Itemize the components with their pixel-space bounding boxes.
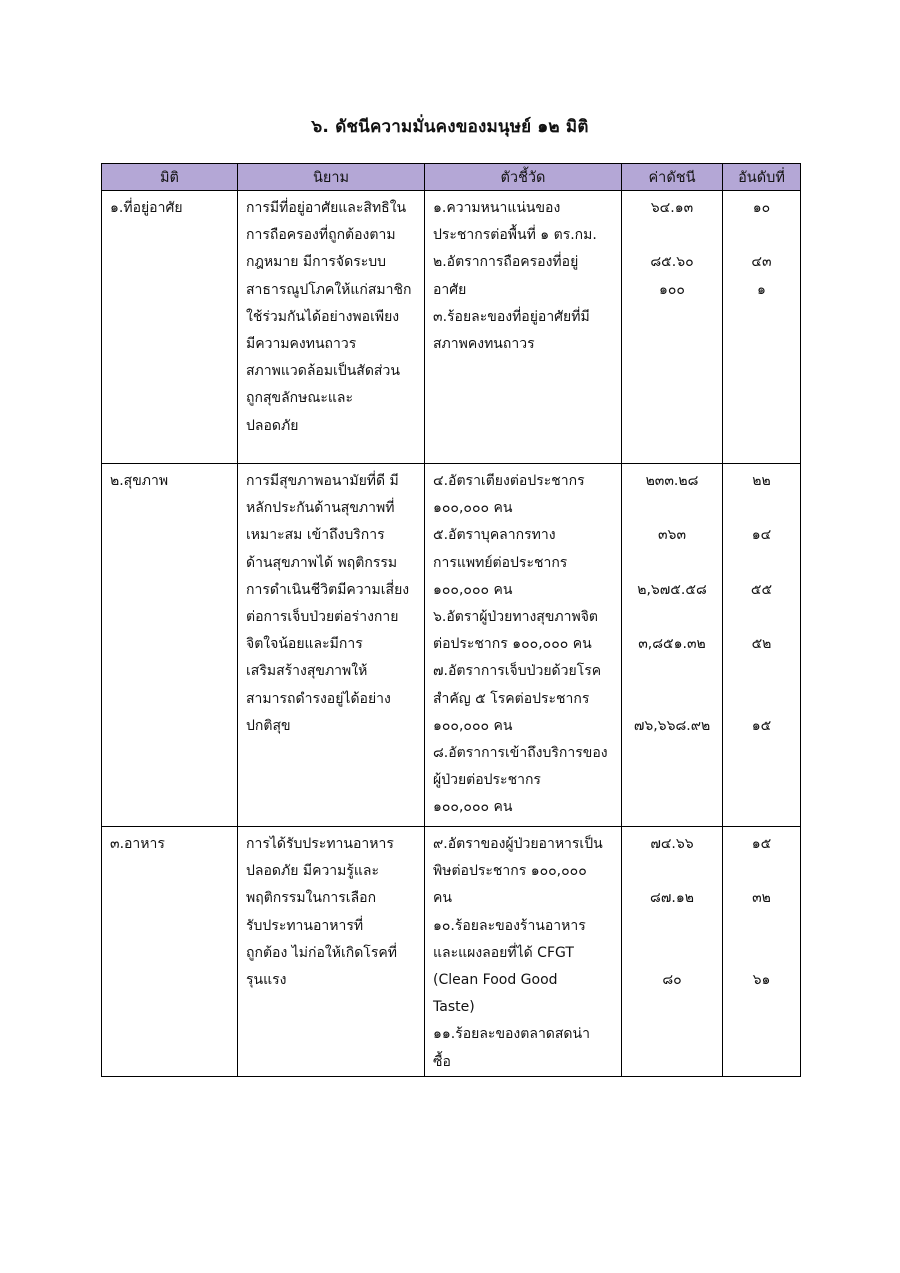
header-rank: อันดับที่ xyxy=(723,164,801,191)
indicator-line: ๑๐๐,๐๐๐ คน xyxy=(433,799,513,816)
dimension-cell xyxy=(102,464,238,827)
definition-line: ใช้ร่วมกันได้อย่างพอเพียง xyxy=(246,308,400,325)
definition-line: พฤติกรรมในการเลือก xyxy=(246,890,377,907)
table-header-row xyxy=(102,164,801,191)
index-value: ๒,๖๗๕.๕๘ xyxy=(637,581,707,598)
header-definition: นิยาม xyxy=(238,164,425,191)
definition-line: การดำเนินชีวิตมีความเสี่ยง xyxy=(246,581,410,598)
header-indicator: ตัวชี้วัด xyxy=(425,164,622,191)
definition-line: สาธารณูปโภคให้แก่สมาชิก xyxy=(246,281,412,298)
index-value-cell xyxy=(622,464,723,827)
index-value: ๖๔.๑๓ xyxy=(650,200,694,216)
definition-cell xyxy=(238,191,425,464)
indicator-line: อาศัย xyxy=(433,281,467,298)
indicator-line: สภาพคงทนถาวร xyxy=(433,335,535,352)
index-value: ๘๗.๑๒ xyxy=(650,890,694,907)
dimension-cell xyxy=(102,191,238,464)
indicator-line: ๒.อัตราการถือครองที่อยู่ xyxy=(433,254,579,271)
definition-line: รับประทานอาหารที่ xyxy=(246,917,364,934)
indicator-line: ซื้อ xyxy=(433,1053,451,1070)
indicator-line: ๓.ร้อยละของที่อยู่อาศัยที่มี xyxy=(433,308,590,325)
indicator-line: (Clean Food Good xyxy=(433,971,558,988)
definition-line: ปลอดภัย xyxy=(246,417,299,434)
definition-cell xyxy=(238,464,425,827)
rank-cell xyxy=(723,464,801,827)
index-value: ๓๖๓ xyxy=(657,527,687,544)
indicator-line: ๙.อัตราของผู้ป่วยอาหารเป็น xyxy=(433,836,603,852)
definition-line: ต่อการเจ็บป่วยต่อร่างกาย xyxy=(246,608,399,625)
indicator-line: ๑๐๐,๐๐๐ คน xyxy=(433,581,513,598)
definition-line: สภาพแวดล้อมเป็นสัดส่วน xyxy=(246,363,400,380)
indicator-line: ๘.อัตราการเข้าถึงบริการของ xyxy=(433,744,608,761)
dimension-label: ๑.ที่อยู่อาศัย xyxy=(110,200,183,216)
indicator-line: Taste) xyxy=(433,999,475,1016)
rank-value: ๒๒ xyxy=(752,473,771,489)
definition-line: เสริมสร้างสุขภาพให้ xyxy=(246,663,368,680)
indicator-line: ๑๐๐,๐๐๐ คน xyxy=(433,500,513,517)
rank-value: ๑๐ xyxy=(752,200,771,216)
definition-line: การมีสุขภาพอนามัยที่ดี มี xyxy=(246,473,399,489)
definition-line: การมีที่อยู่อาศัยและสิทธิใน xyxy=(246,200,407,216)
indicator-cell xyxy=(425,464,622,827)
rank-value: ๑๕ xyxy=(751,717,772,734)
header-index-value: ค่าดัชนี xyxy=(622,164,723,191)
definition-line: กฎหมาย มีการจัดระบบ xyxy=(246,254,387,271)
definition-line: รุนแรง xyxy=(246,971,287,988)
indicator-line: ๕.อัตราบุคลากรทาง xyxy=(433,527,556,544)
rank-value: ๑๔ xyxy=(751,527,772,544)
definition-line: เหมาะสม เข้าถึงบริการ xyxy=(246,527,385,544)
indicator-line: ผู้ป่วยต่อประชากร xyxy=(433,772,541,789)
rank-cell xyxy=(723,827,801,1077)
indicator-line: ๑๑.ร้อยละของตลาดสดน่า xyxy=(433,1026,590,1043)
indicator-line: ต่อประชากร ๑๐๐,๐๐๐ คน xyxy=(433,636,592,653)
indicator-line: ๖.อัตราผู้ป่วยทางสุขภาพจิต xyxy=(433,608,599,625)
indicator-line: ๔.อัตราเตียงต่อประชากร xyxy=(433,473,585,489)
human-security-index-table xyxy=(101,163,801,1077)
definition-line: ถูกสุขลักษณะและ xyxy=(246,390,353,407)
rank-value: ๔๓ xyxy=(751,254,772,271)
index-value-cell xyxy=(622,827,723,1077)
definition-line: ปลอดภัย มีความรู้และ xyxy=(246,863,380,880)
indicator-line: ๗.อัตราการเจ็บป่วยด้วยโรค xyxy=(433,663,602,680)
page-title: ๖. ดัชนีความมั่นคงของมนุษย์ ๑๒ มิติ xyxy=(311,117,589,137)
index-value: ๓,๘๕๑.๓๒ xyxy=(638,636,706,653)
indicator-line: และแผงลอยที่ได้ CFGT xyxy=(433,944,574,961)
definition-line: ด้านสุขภาพได้ พฤติกรรม xyxy=(246,554,398,571)
table-row xyxy=(102,191,801,464)
definition-line: ปกติสุข xyxy=(246,717,291,734)
definition-line: การได้รับประทานอาหาร xyxy=(246,836,394,852)
index-value: ๘๕.๖๐ xyxy=(650,254,694,271)
rank-value: ๑๕ xyxy=(751,836,772,852)
indicator-line: ๑๐๐,๐๐๐ คน xyxy=(433,717,513,734)
indicator-line: สำคัญ ๕ โรคต่อประชากร xyxy=(433,690,590,707)
indicator-line: พิษต่อประชากร ๑๐๐,๐๐๐ xyxy=(433,863,587,880)
rank-value: ๕๒ xyxy=(751,636,772,653)
table-row xyxy=(102,464,801,827)
rank-value: ๖๑ xyxy=(752,971,771,988)
rank-value: ๓๒ xyxy=(752,890,771,907)
indicator-line: คน xyxy=(433,890,452,907)
indicator-line: ประชากรต่อพื้นที่ ๑ ตร.กม. xyxy=(433,227,597,244)
definition-line: หลักประกันด้านสุขภาพที่ xyxy=(246,500,395,517)
definition-line: จิตใจน้อยและมีการ xyxy=(246,636,363,653)
header-dimension: มิติ xyxy=(102,164,238,191)
index-value: ๒๓๓.๒๘ xyxy=(645,473,699,489)
index-value: ๗๖,๖๖๘.๙๒ xyxy=(633,717,711,734)
indicator-line: การแพทย์ต่อประชากร xyxy=(433,554,568,571)
definition-line: มีความคงทนถาวร xyxy=(246,335,357,352)
dimension-label: ๒.สุขภาพ xyxy=(110,473,169,489)
dimension-cell xyxy=(102,827,238,1077)
indicator-cell xyxy=(425,827,622,1077)
indicator-cell xyxy=(425,191,622,464)
index-value-cell xyxy=(622,191,723,464)
index-value: ๘๐ xyxy=(662,971,682,988)
definition-line: การถือครองที่ถูกต้องตาม xyxy=(246,227,396,244)
index-value: ๗๔.๖๖ xyxy=(650,836,694,852)
indicator-line: ๑๐.ร้อยละของร้านอาหาร xyxy=(433,917,586,934)
indicator-line: ๑.ความหนาแน่นของ xyxy=(433,200,561,216)
dimension-label: ๓.อาหาร xyxy=(110,836,165,852)
rank-value: ๑ xyxy=(757,281,766,298)
definition-line: สามารถดำรงอยู่ได้อย่าง xyxy=(246,690,391,707)
index-value: ๑๐๐ xyxy=(659,281,685,298)
definition-line: ถูกต้อง ไม่ก่อให้เกิดโรคที่ xyxy=(246,944,397,961)
rank-cell xyxy=(723,191,801,464)
table-row xyxy=(102,827,801,1077)
rank-value: ๕๕ xyxy=(750,581,773,598)
definition-cell xyxy=(238,827,425,1077)
